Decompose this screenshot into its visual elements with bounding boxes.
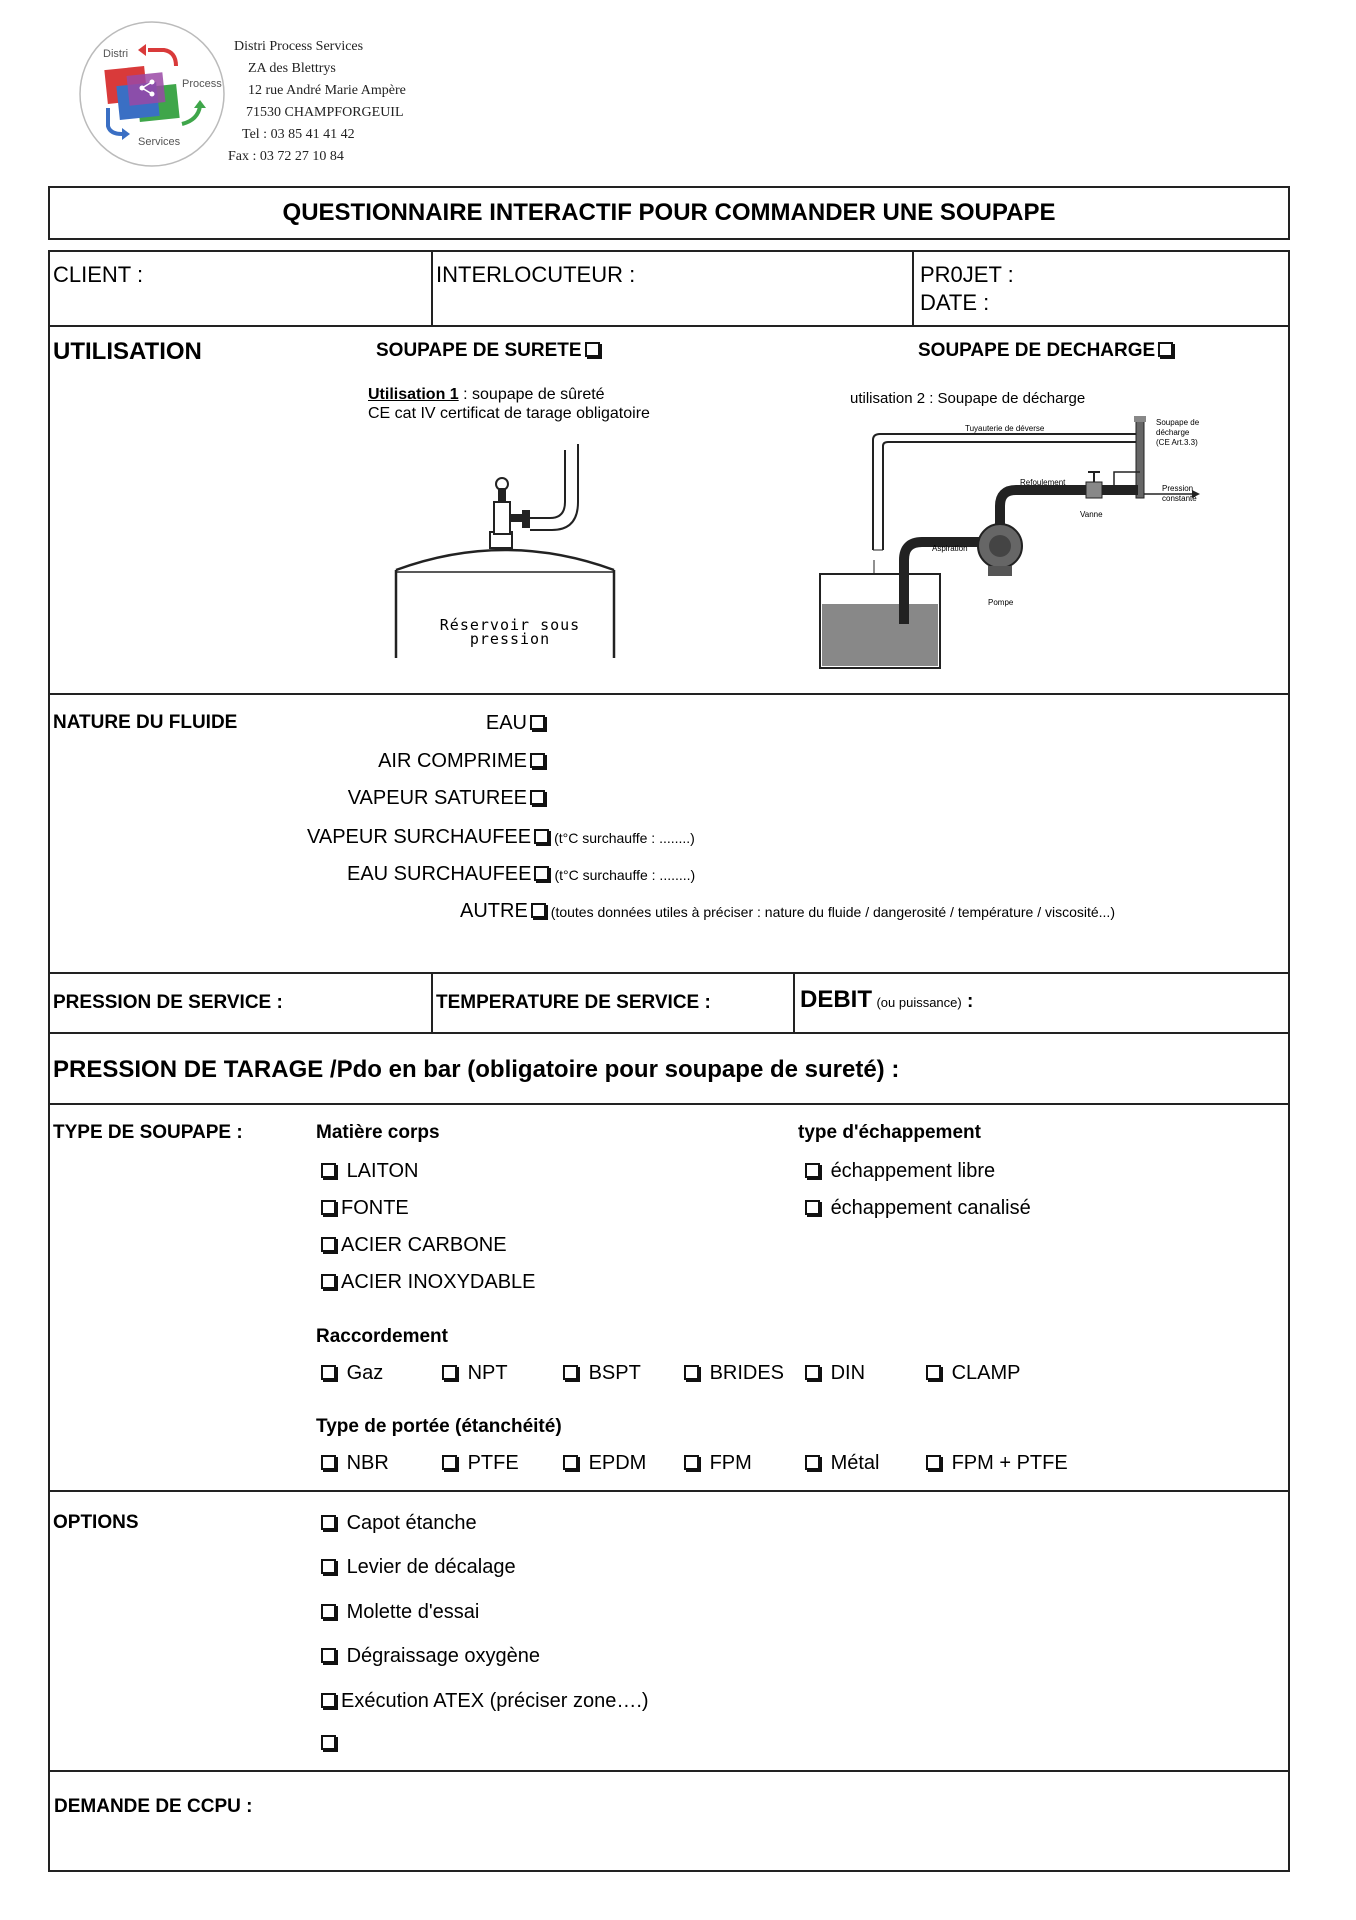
option-checkbox[interactable] bbox=[321, 1693, 336, 1708]
portee-label: PTFE bbox=[467, 1452, 519, 1474]
matiere-label: FONTE bbox=[341, 1197, 409, 1219]
portee-checkbox[interactable] bbox=[805, 1455, 820, 1470]
fluide-option-label: AUTRE bbox=[460, 900, 528, 922]
fluide-option-vapeur-saturee[interactable] bbox=[348, 787, 550, 810]
diagram1-title bbox=[368, 386, 605, 404]
raccordement-option[interactable] bbox=[681, 1362, 784, 1385]
type-soupape-heading: TYPE DE SOUPAPE : bbox=[53, 1122, 243, 1143]
debit-colon: : bbox=[961, 991, 974, 1012]
label-soupape-line2: décharge bbox=[1156, 428, 1190, 437]
pression-service-field[interactable]: PRESSION DE SERVICE : bbox=[53, 992, 283, 1013]
options-heading: OPTIONS bbox=[53, 1512, 139, 1533]
option-item[interactable] bbox=[318, 1690, 649, 1713]
fluide-option-eau[interactable] bbox=[486, 712, 550, 735]
portee-option[interactable] bbox=[560, 1452, 646, 1475]
address-line: Tel : 03 85 41 41 42 bbox=[242, 127, 355, 142]
option-label: Capot étanche bbox=[346, 1512, 477, 1534]
tank-label-line1: Réservoir sous bbox=[439, 616, 581, 634]
portee-label: EPDM bbox=[588, 1452, 647, 1474]
raccordement-checkbox[interactable] bbox=[321, 1365, 336, 1380]
debit-field[interactable] bbox=[800, 986, 973, 1014]
option-checkbox[interactable] bbox=[321, 1604, 336, 1619]
fluide-option-autre[interactable] bbox=[460, 900, 1115, 923]
matiere-checkbox[interactable] bbox=[321, 1274, 336, 1289]
fluide-checkbox[interactable] bbox=[534, 829, 549, 844]
option-checkbox[interactable] bbox=[321, 1515, 336, 1530]
label-refoulement: Refoulement bbox=[1020, 478, 1066, 487]
fluide-option-note: (t°C surchauffe : ........) bbox=[554, 867, 696, 883]
label-pression-line2: constante bbox=[1162, 494, 1197, 503]
raccordement-checkbox[interactable] bbox=[563, 1365, 578, 1380]
fluide-option-note: (toutes données utiles à préciser : nature du fluide / dangerosité / température / viscosité...) bbox=[550, 904, 1115, 920]
label-soupape bbox=[1156, 418, 1199, 448]
address-line: 71530 CHAMPFORGEUIL bbox=[246, 105, 404, 120]
diagram1-title-underlined: Utilisation 1 bbox=[368, 386, 459, 403]
matiere-option[interactable] bbox=[318, 1160, 418, 1183]
projet-field[interactable]: PR0JET : bbox=[920, 262, 1014, 287]
raccordement-option[interactable] bbox=[318, 1362, 383, 1385]
matiere-option[interactable] bbox=[318, 1271, 536, 1294]
portee-checkbox[interactable] bbox=[321, 1455, 336, 1470]
diagram1-subtitle: CE cat IV certificat de tarage obligatoire bbox=[368, 405, 650, 422]
temperature-service-field[interactable]: TEMPERATURE DE SERVICE : bbox=[436, 992, 711, 1013]
fluide-option-label: EAU bbox=[485, 712, 527, 734]
address-line: Distri Process Services bbox=[234, 39, 364, 54]
raccordement-label: NPT bbox=[467, 1362, 508, 1384]
soupape-surete-checkbox[interactable] bbox=[585, 342, 600, 357]
interlocuteur-field[interactable]: INTERLOCUTEUR : bbox=[436, 262, 636, 287]
company-address bbox=[228, 36, 406, 168]
soupape-decharge-checkbox[interactable] bbox=[1158, 342, 1173, 357]
fluide-checkbox[interactable] bbox=[530, 790, 545, 805]
pression-tarage-field[interactable]: PRESSION DE TARAGE /Pdo en bar (obligatoire pour soupape de sureté) : bbox=[53, 1056, 900, 1083]
matiere-option[interactable] bbox=[318, 1197, 409, 1220]
raccordement-heading: Raccordement bbox=[316, 1326, 448, 1347]
fluide-option-note: (t°C surchauffe : ........) bbox=[554, 830, 695, 846]
portee-checkbox[interactable] bbox=[442, 1455, 457, 1470]
echappement-label: échappement libre bbox=[830, 1160, 996, 1182]
diagram1-tank-label bbox=[420, 618, 600, 646]
matiere-heading: Matière corps bbox=[316, 1122, 440, 1143]
label-vanne: Vanne bbox=[1080, 510, 1103, 519]
fluide-checkbox[interactable] bbox=[531, 903, 546, 918]
portee-label: Métal bbox=[830, 1452, 880, 1474]
raccordement-checkbox[interactable] bbox=[926, 1365, 941, 1380]
utilisation-heading: UTILISATION bbox=[53, 338, 202, 365]
label-pompe: Pompe bbox=[988, 598, 1014, 607]
matiere-label: LAITON bbox=[346, 1160, 419, 1182]
raccordement-label: BSPT bbox=[588, 1362, 641, 1384]
fluide-option-air[interactable] bbox=[378, 750, 550, 773]
raccordement-checkbox[interactable] bbox=[684, 1365, 699, 1380]
echappement-heading: type d'échappement bbox=[798, 1122, 981, 1143]
logo-word-distri: Distri bbox=[103, 48, 129, 60]
logo-word-process: Process bbox=[182, 78, 222, 90]
option-item[interactable] bbox=[318, 1732, 341, 1755]
echappement-option[interactable] bbox=[802, 1160, 995, 1183]
address-line: Fax : 03 72 27 10 84 bbox=[228, 149, 344, 164]
label-pression bbox=[1162, 484, 1197, 504]
label-pression-line1: Pression bbox=[1162, 484, 1194, 493]
tank-label-line2: pression bbox=[469, 630, 551, 648]
portee-option[interactable] bbox=[439, 1452, 519, 1475]
raccordement-label: BRIDES bbox=[709, 1362, 785, 1384]
fluide-option-vapeur-surchauffee[interactable] bbox=[307, 826, 695, 849]
option-label: Exécution ATEX (préciser zone….) bbox=[341, 1690, 649, 1712]
option-checkbox[interactable] bbox=[321, 1735, 336, 1750]
address-line: ZA des Blettrys bbox=[248, 61, 336, 76]
portee-checkbox[interactable] bbox=[684, 1455, 699, 1470]
fluide-checkbox[interactable] bbox=[530, 753, 545, 768]
matiere-checkbox[interactable] bbox=[321, 1163, 336, 1178]
portee-option[interactable] bbox=[681, 1452, 752, 1475]
fluide-option-label: AIR COMPRIME bbox=[378, 750, 527, 772]
echappement-checkbox[interactable] bbox=[805, 1163, 820, 1178]
label-tuyauterie: Tuyauterie de déverse bbox=[965, 424, 1045, 433]
portee-option[interactable] bbox=[318, 1452, 389, 1475]
logo-word-services: Services bbox=[138, 136, 181, 148]
soupape-decharge-label: SOUPAPE DE DECHARGE bbox=[918, 340, 1156, 361]
diagram2-title: utilisation 2 : Soupape de décharge bbox=[850, 390, 1086, 407]
option-item[interactable] bbox=[318, 1645, 540, 1668]
date-field[interactable]: DATE : bbox=[920, 290, 990, 315]
matiere-checkbox[interactable] bbox=[321, 1237, 336, 1252]
portee-label: FPM + PTFE bbox=[951, 1452, 1068, 1474]
raccordement-checkbox[interactable] bbox=[442, 1365, 457, 1380]
matiere-label: ACIER INOXYDABLE bbox=[341, 1271, 536, 1293]
raccordement-label: Gaz bbox=[346, 1362, 384, 1384]
option-item[interactable] bbox=[318, 1556, 516, 1579]
raccordement-option[interactable] bbox=[439, 1362, 508, 1385]
fluide-option-label: VAPEUR SURCHAUFEE bbox=[307, 826, 532, 848]
raccordement-option[interactable] bbox=[560, 1362, 641, 1385]
portee-option[interactable] bbox=[923, 1452, 1068, 1475]
debit-label: DEBIT bbox=[800, 986, 872, 1013]
option-checkbox[interactable] bbox=[321, 1559, 336, 1574]
raccordement-option[interactable] bbox=[802, 1362, 865, 1385]
echappement-label: échappement canalisé bbox=[830, 1197, 1031, 1219]
client-field[interactable]: CLIENT : bbox=[53, 262, 144, 287]
debit-note: (ou puissance) bbox=[876, 995, 962, 1010]
portee-option[interactable] bbox=[802, 1452, 879, 1475]
option-checkbox[interactable] bbox=[321, 1648, 336, 1663]
matiere-checkbox[interactable] bbox=[321, 1200, 336, 1215]
raccordement-option[interactable] bbox=[923, 1362, 1020, 1385]
raccordement-label: CLAMP bbox=[951, 1362, 1021, 1384]
diagram2-drawing bbox=[818, 410, 1218, 670]
portee-label: FPM bbox=[709, 1452, 752, 1474]
soupape-decharge-option[interactable] bbox=[918, 340, 1178, 362]
fluide-checkbox[interactable] bbox=[534, 866, 549, 881]
label-aspiration: Aspiration bbox=[932, 544, 968, 553]
raccordement-checkbox[interactable] bbox=[805, 1365, 820, 1380]
raccordement-label: DIN bbox=[830, 1362, 866, 1384]
fluide-option-label: VAPEUR SATUREE bbox=[347, 787, 527, 809]
fluide-option-eau-surchauffee[interactable] bbox=[347, 863, 695, 886]
fluide-checkbox[interactable] bbox=[530, 715, 545, 730]
portee-checkbox[interactable] bbox=[563, 1455, 578, 1470]
option-label: Dégraissage oxygène bbox=[346, 1645, 541, 1667]
echappement-checkbox[interactable] bbox=[805, 1200, 820, 1215]
matiere-option[interactable] bbox=[318, 1234, 507, 1257]
page-title: QUESTIONNAIRE INTERACTIF POUR COMMANDER UNE SOUPAPE bbox=[282, 199, 1056, 226]
address-line: 12 rue André Marie Ampère bbox=[248, 83, 406, 98]
soupape-surete-option[interactable] bbox=[376, 340, 605, 362]
option-label: Molette d'essai bbox=[346, 1601, 480, 1623]
option-item[interactable] bbox=[318, 1512, 477, 1535]
portee-checkbox[interactable] bbox=[926, 1455, 941, 1470]
portee-label: NBR bbox=[346, 1452, 389, 1474]
label-soupape-line1: Soupape de bbox=[1156, 418, 1200, 427]
option-label: Levier de décalage bbox=[346, 1556, 516, 1578]
diagram1-title-rest: : soupape de sûreté bbox=[458, 386, 605, 403]
fluide-option-label: EAU SURCHAUFEE bbox=[347, 863, 532, 885]
ccpu-field[interactable]: DEMANDE DE CCPU : bbox=[54, 1796, 253, 1817]
label-soupape-line3: (CE Art.3.3) bbox=[1156, 438, 1198, 447]
portee-heading: Type de portée (étanchéité) bbox=[316, 1416, 562, 1437]
soupape-surete-label: SOUPAPE DE SURETE bbox=[376, 340, 582, 361]
fluide-heading: NATURE DU FLUIDE bbox=[53, 712, 238, 733]
option-item[interactable] bbox=[318, 1601, 479, 1624]
matiere-label: ACIER CARBONE bbox=[341, 1234, 507, 1256]
echappement-option[interactable] bbox=[802, 1197, 1031, 1220]
